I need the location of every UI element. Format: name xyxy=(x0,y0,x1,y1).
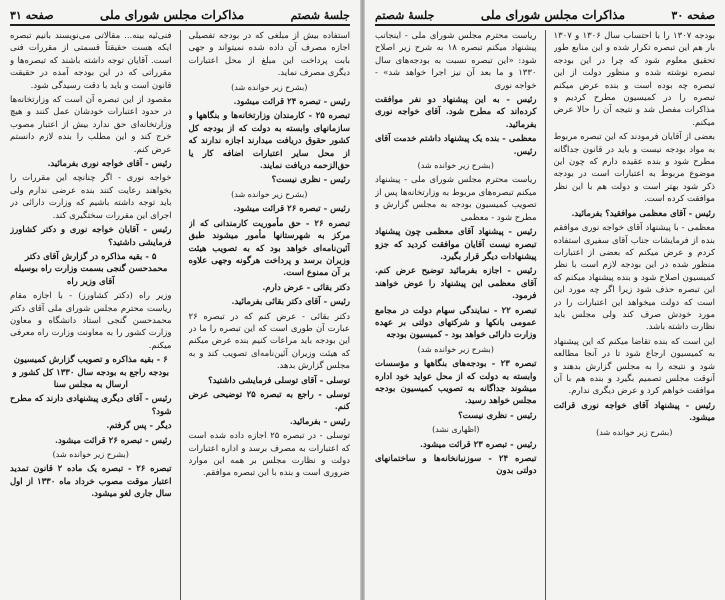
text-columns xyxy=(375,30,715,600)
paragraph: خواجه نوری - اگر چنانچه این مقررات را بخواهند رعایت کنند بنده عرضی ندارم ولی باید توجه داشته باشیم که وزارت دارائی در اجرای این مقررات سختگیری کند. xyxy=(10,173,172,221)
reading-note: (بشرح زیر خوانده شد) xyxy=(417,161,494,171)
running-title: مذاکرات مجلس شورای ملی xyxy=(480,8,625,22)
column-left xyxy=(375,30,537,600)
reading-note: (بشرح زیر خوانده شد) xyxy=(231,82,308,92)
speaker-line: رئیس - آقای دیگری پیشنهادی دارند که مطرح شود؟ xyxy=(10,394,172,417)
paragraph: بودجه ۱۳۰۷ را با احتساب سال ۱۳۰۶ و ۱۳۰۷ بار هم این تبصره تکرار شده و این منابع طور تحقیق معلوم شود که چرا در این بودجه تبصره نوشته شده و منظور دولت از این تبصره چه بوده است و بنده عرض میکنم تبصره را در کمیسیون مطرح کردیم و مذاکرات مفصل شد و نتیجه آن را حالا عرض میکنم. xyxy=(553,31,715,128)
speaker-line: توسلی - راجع به تبصره ۲۵ توضیحی عرض کنم. xyxy=(188,389,350,413)
paragraph: فنی‌ئیه بینه... مقالاتی می‌نویسند بانیم تبصره ایکه هست حقیقتاً قسمتی از مقررات فنی است. آقایان توجه داشته باشند که تبصره‌ها و مقرراتی که در این بودجه آمده در حقیقت قانون است و باید با دقت رسیدگی شود. xyxy=(10,31,172,91)
clause-text: تبصره ۲۵ - کارمندان وزارتخانه‌ها و بنگاهها و سازمانهای وابسته به دولت که از بودجه کل کشور حقوق دریافت میدارند اجازه ندارند که از محل سایر اعتبارات اضافه کار یا حق‌الزحمه دریافت نمایند. xyxy=(188,111,350,172)
paragraph: ریاست محترم مجلس شورای ملی - اینجانب پیشنهاد میکنم تبصره ۱۸ به شرح زیر اصلاح شود: «این تبصره نسبت به بودجه‌های سال ۱۳۳۰ و ما بعد آن نیز اجرا خواهد شد» - خواجه نوری xyxy=(375,31,537,91)
speaker-line: رئیس - به این پیشنهاد دو نفر موافقت کرده‌اند که مطرح شود. آقای خواجه نوری بفرمائید. xyxy=(375,95,537,130)
speaker-line: رئیس - آقای خواجه نوری بفرمائید. xyxy=(47,159,172,170)
page-header xyxy=(375,8,715,26)
text-columns xyxy=(10,30,350,600)
speaker-line: رئیس - اجازه بفرمائید توضیح عرض کنم. آقای معظمی این پیشنهاد را عوض خواهند فرمود. xyxy=(375,266,537,302)
clause-text: تبصره ۲۲ - نمایندگی سهام دولت در مجامع عمومی بانکها و شرکتهای دولتی بر عهده وزارت دارائی خواهد بود - کمیسیون بودجه xyxy=(375,305,537,341)
page-left xyxy=(0,0,360,600)
column-right xyxy=(554,30,716,600)
section-heading: ۶ - بقیه مذاکره و تصویب گزارش کمیسیون بودجه راجع به بودجه سال ۱۳۳۰ کل کشور و ارسال به مجلس سنا xyxy=(12,355,169,390)
clause-text: تبصره ۲۶ - حق مأموریت کارمندانی که از مرکز به شهرستانها مأمور میشوند طبق آئین‌نامه‌ای خواهد بود که به تصویب هیئت وزیران برسد و پرداخت هرگونه وجهی علاوه بر آن ممنوع است. xyxy=(188,218,350,279)
speaker-line: رئیس - نظری نیست؟ xyxy=(271,175,350,186)
session-label: جلسهٔ شصتم xyxy=(290,8,350,22)
clause-text: تبصره ۲۳ - بودجه‌های بنگاهها و مؤسسات وابسته به دولت که از محل عواید خود اداره میشوند جداگانه به تصویب کمیسیون بودجه مجلس خواهد رسید. xyxy=(375,359,537,407)
speaker-line: دکتر بقائی - عرض دارم. xyxy=(262,282,350,293)
session-label: جلسهٔ شصتم xyxy=(375,8,435,22)
running-title: مذاکرات مجلس شورای ملی xyxy=(99,8,245,22)
page-number: صفحه ۳۰ xyxy=(671,8,715,22)
speaker-line: رئیس - پیشنهاد آقای معظمی چون پیشنهاد تبصره نیست آقایان موافقت کردید که جزو پیشنهادات دیگر قرار بگیرد. xyxy=(375,227,537,262)
reading-note: (اظهاری نشد) xyxy=(432,425,480,435)
paragraph: مقصود از این تبصره آن است که وزارتخانه‌ها در حدود اعتبارات خودشان عمل کنند و هیچ وزارتخانه‌ای حق ندارد بیش از اعتبار مصوب خرج کند و این مطلب را بنده لازم دانستم عرض کنم. xyxy=(10,95,172,155)
column-right xyxy=(189,30,351,600)
speaker-line: رئیس - تبصره ۲۶ قرائت میشود. xyxy=(233,204,350,215)
reading-note: (بشرح زیر خوانده شد) xyxy=(417,344,494,354)
speaker-line: رئیس - تبصره ۲۴ قرائت میشود. xyxy=(233,97,350,108)
column-divider xyxy=(545,30,546,600)
clause-text: تبصره ۲۶ - تبصره یک ماده ۲ قانون تمدید اعتبار موقت مصوب خرداد ماه ۱۳۳۰ از اول سال جاری لغو میشود. xyxy=(10,464,172,500)
paragraph: بعضی از آقایان فرمودند که این تبصره مربوط به مواد بودجه نیست و باید در قانون جداگانه مطرح شود و بنده عقیده دارم که چون این موضوع مربوط به اعتبارات است در بودجه ذکر شود بهتر است و دولت هم با این نظر موافقت کرده است. xyxy=(553,132,715,205)
speaker-line: رئیس - تبصره ۲۳ قرائت میشود. xyxy=(420,439,537,450)
speaker-line: رئیس - تبصره ۲۶ قرائت میشود. xyxy=(55,435,172,446)
speaker-line: رئیس - آقایان خواجه نوری و دکتر کشاورز فرمایشی داشتید؟ xyxy=(10,225,172,248)
reading-note: (بشرح زیر خوانده شد) xyxy=(52,450,129,459)
speaker-line: رئیس - بفرمائید. xyxy=(289,416,350,427)
column-left xyxy=(10,30,172,600)
reading-note: (بشرح زیر خوانده شد) xyxy=(231,189,308,199)
paragraph: ریاست محترم مجلس شورای ملی - پیشنهاد میکنم تبصره‌های مربوط به وزارتخانه‌ها پس از تصویب کمیسیون بودجه به مجلس گزارش و مطرح شود - معظمی xyxy=(375,175,537,223)
paragraph: وزیر راه (دکتر کشاورز) - با اجازه مقام ریاست محترم مجلس شورای ملی آقای دکتر محمدحسن گنجی استاد دانشگاه و معاون وزارت کشور را به معاونت وزارت راه معرفی میکنم. xyxy=(10,291,172,351)
paragraph: استفاده بیش از مبلغی که در بودجه تفصیلی اجازه مصرف آن داده شده نمیتواند و جهی بابت پرداخت این مبلغ از محل اعتبارات دیگری مصرف نماید. xyxy=(188,31,350,79)
page-right xyxy=(365,0,725,600)
paragraph: توسلی - در تبصره ۲۵ اجازه داده شده است که اعتبارات به مصرف برسد و اداره اعتبارات دولت و نظارت مجلس بر همه این موارد ضروری است و بنده با این تبصره موافقم. xyxy=(188,431,350,479)
clause-text: تبصره ۲۴ - سوزنبانخانه‌ها و ساختمانهای دولتی بدون xyxy=(375,454,537,477)
speaker-line: رئیس - آقای معظمی موافقید؟ بفرمائید. xyxy=(571,208,715,219)
speaker-line: رئیس - پیشنهاد آقای خواجه نوری قرائت میشود. xyxy=(553,400,715,424)
speaker-line: رئیس - نظری نیست؟ xyxy=(458,410,537,421)
section-heading: ۵ - بقیه مذاکره در گزارش آقای دکتر محمدحسن گنجی بسمت وزارت راه بوسیله آقای وزیر راه xyxy=(14,251,168,287)
page-header xyxy=(10,8,350,26)
paragraph: دکتر بقائی - عرض کنم که در تبصره ۲۶ عبارت آن طوری است که این تبصره را ما در این بودجه باید مراعات کنیم بنده عرض میکنم که هیئت وزیران آئین‌نامه‌ای تصویب کند و به مجلس گزارش بدهد. xyxy=(188,311,350,372)
speaker-line: رئیس - آقای دکتر بقائی بفرمائید. xyxy=(231,297,350,308)
page-number: صفحه ۳۱ xyxy=(10,8,54,22)
reading-note: (بشرح زیر خوانده شد) xyxy=(596,427,673,437)
speaker-line: معظمی - بنده یک پیشنهاد داشتم خدمت آقای رئیس. xyxy=(375,134,537,157)
speaker-line: دیگر - پس گرفتم. xyxy=(106,421,172,432)
paragraph: این است که بنده تقاضا میکنم که این پیشنهاد به کمیسیون ارجاع شود تا در آنجا مطالعه شود و نتیجه را به مجلس گزارش بدهند و آنوقت مجلس تصمیم بگیرد و بنده هم با آن موافقت خواهم کرد و عرض دیگری ندارم. xyxy=(553,336,715,397)
speaker-line: توسلی - آقای توسلی فرمایشی داشتید؟ xyxy=(208,375,350,386)
paragraph: معظمی - با پیشنهاد آقای خواجه نوری موافقم بنده از فرمایشات جناب آقای سفیری استفاده کردم و عرض میکنم که بعضی از اعتبارات منظور شده در این بودجه لازم است با نظر کمیسیون اصلاح شود و بنده پیشنهاد میکنم که این تبصره حذف شود زیرا اگر چه مورد این است که دولت میخواهد این اعتبارات را در مورد خودش صرف کند ولی مجلس باید نظارت داشته باشد. xyxy=(553,223,715,333)
column-divider xyxy=(180,30,181,600)
